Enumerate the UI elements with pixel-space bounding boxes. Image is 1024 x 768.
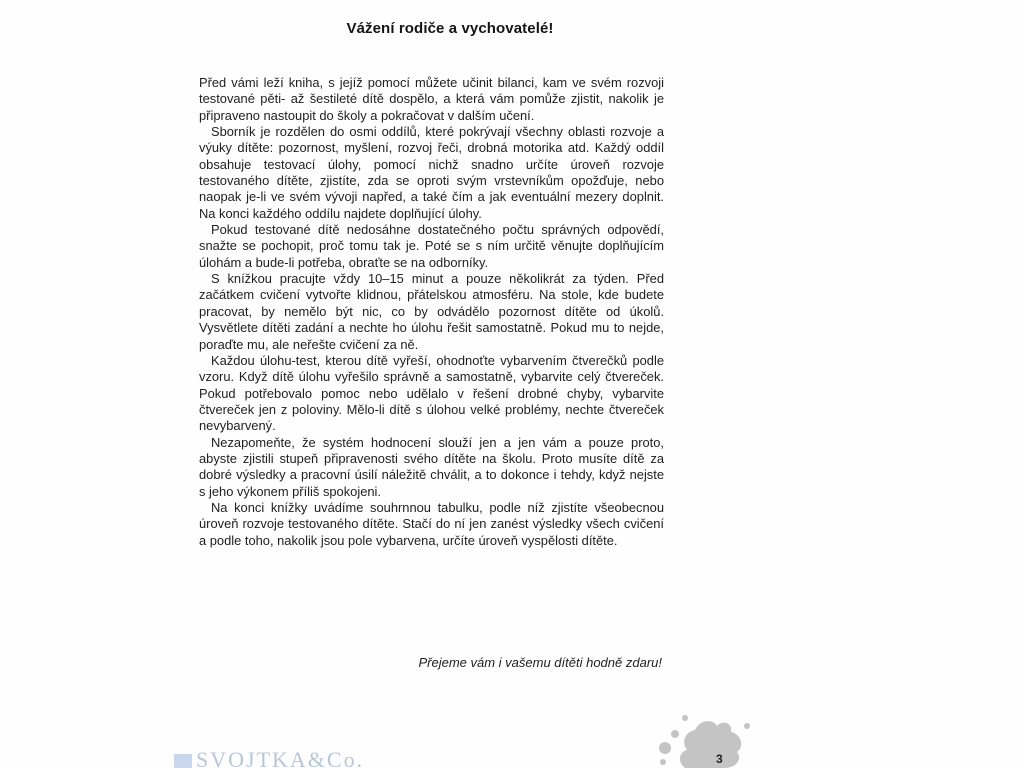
publisher-logo	[170, 745, 390, 768]
closing-wish: Přejeme vám i vašemu dítěti hodně zdaru!	[418, 655, 662, 670]
paragraph: Před vámi leží kniha, s jejíž pomocí můžete učinit bilanci, kam ve svém rozvoji testované pěti- až šestileté dítě dospělo, a která vám pomůže zjistit, nakolik je připraveno nastoupit do školy a pokračovat v dalším učení.	[199, 75, 664, 123]
paint-splat-icon	[655, 712, 755, 768]
publisher-logo-text: SVOJTKA&Co.	[196, 747, 365, 768]
paragraph: Každou úlohu-test, kterou dítě vyřeší, ohodnoťte vybarvením čtverečků podle vzoru. Když dítě úlohu vyřešilo správně a samostatně, vybarvite celý čtvereček. Pokud potřebovalo pomoc nebo udělalo v řešení drobné chyby, vybarvite čtvereček jen z poloviny. Mělo-li dítě s úlohou velké problémy, nechte čtvereček nevybarvený.	[199, 352, 664, 434]
page-number: 3	[716, 752, 723, 766]
page-title: Vážení rodiče a vychovatelé!	[346, 20, 554, 37]
paragraph: Sborník je rozdělen do osmi oddílů, které pokrývají všechny oblasti rozvoje a výuky dítěte: pozornost, myšlení, rozvoj řeči, drobná motorika atd. Každý oddíl obsahuje testovací úlohy, pomocí nichž snadno určíte úroveň rozvoje testovaného dítěte, zjistíte, zda se oproti svým vrstevníkům opožďuje, nebo naopak je-li ve svém vývoji napřed, a také čím a jak eventuální mezery doplnit. Na konci každého oddílu najdete doplňující úlohy.	[199, 124, 664, 221]
paragraph: Nezapomeňte, že systém hodnocení slouží jen a jen vám a pouze proto, abyste zjistili stupeň připravenosti svého dítěte na školu. Proto musíte dítě za dobré výsledky a pracovní úsilí náležitě chválit, a to dokonce i tehdy, když nejste s jeho výkonem příliš spokojeni.	[199, 434, 664, 499]
paragraph: Pokud testované dítě nedosáhne dostatečného počtu správných odpovědí, snažte se pochopit, proč tomu tak je. Poté se s ním určitě věnujte doplňujícím úlohám a bude-li potřeba, obraťte se na odborníky.	[199, 222, 664, 270]
logo-mark-icon	[174, 754, 192, 768]
paragraph: S knížkou pracujte vždy 10–15 minut a pouze několikrát za týden. Před začátkem cvičení vytvořte klidnou, přátelskou atmosféru. Na stole, kde budete pracovat, by nemělo být nic, co by odvádělo pozornost dítěte od úkolů. Vysvětlete dítěti zadání a nechte ho úlohu řešit samostatně. Pokud mu to nejde, poraďte mu, ale neřešte cvičení za ně.	[199, 271, 664, 352]
body-text	[199, 75, 664, 549]
paragraph: Na konci knížky uvádíme souhrnnou tabulku, podle níž zjistíte všeobecnou úroveň rozvoje testovaného dítěte. Stačí do ní jen zanést výsledky všech cvičení a podle toho, nakolik jsou pole vybarvena, určíte úroveň vyspělosti dítěte.	[199, 499, 664, 548]
